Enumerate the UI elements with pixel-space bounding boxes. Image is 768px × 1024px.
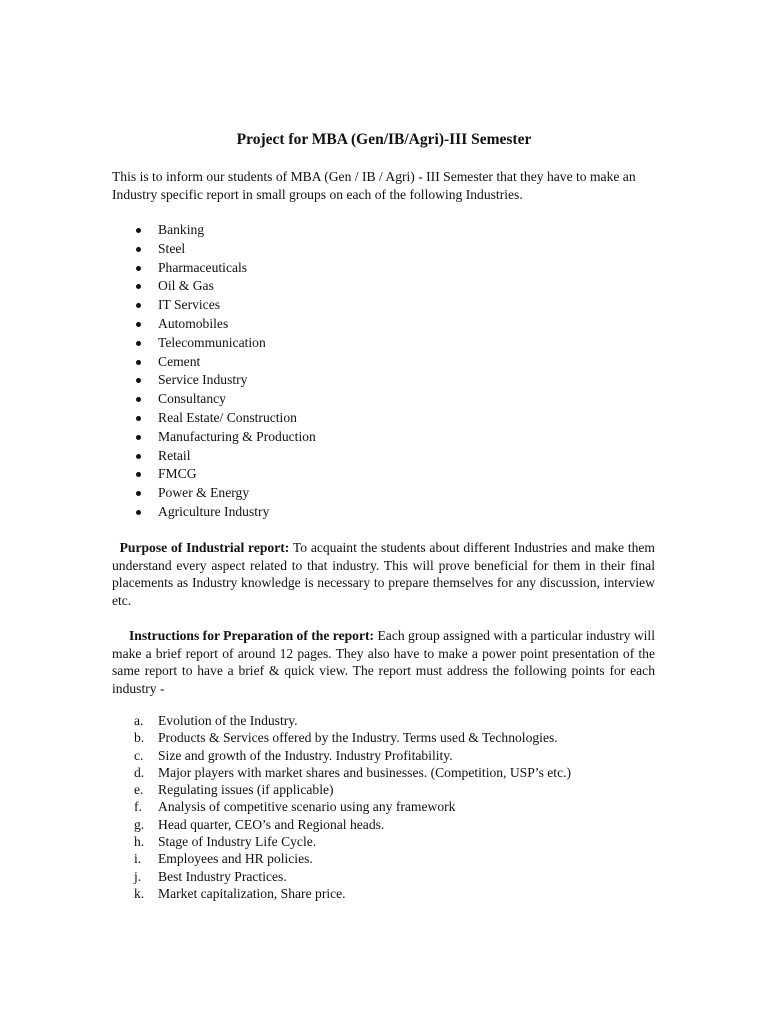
list-marker: j. (134, 868, 142, 884)
list-marker: c. (134, 747, 144, 763)
industry-label: Banking (158, 222, 205, 237)
bullet-icon (136, 491, 141, 496)
list-item (112, 447, 660, 466)
point-text: Evolution of the Industry. (158, 713, 298, 728)
list-item (112, 409, 660, 428)
list-item (112, 371, 660, 390)
bullet-icon (136, 266, 141, 271)
list-item (112, 334, 660, 353)
list-item (112, 240, 660, 259)
industry-label: Automobiles (158, 315, 229, 331)
industry-label: Steel (158, 240, 186, 256)
industry-label: Oil & Gas (158, 278, 214, 294)
bullet-icon (136, 303, 141, 308)
purpose-text: To acquaint the students about different Industries and make them understand every aspect related to that industry. This will prove beneficial for them in their final placements as Industry knowledge is necessary to prepare themselves for any discussion, interview etc. (112, 540, 655, 609)
list-item (112, 868, 660, 885)
industry-label: Power & Energy (158, 485, 250, 501)
bullet-icon (136, 510, 141, 515)
list-marker: a. (134, 713, 144, 728)
list-marker: f. (134, 799, 142, 815)
bullet-icon (136, 435, 141, 440)
list-item (112, 259, 660, 278)
bullet-icon (136, 378, 141, 383)
industry-label: FMCG (158, 466, 197, 482)
list-item (112, 747, 660, 764)
industry-list (112, 221, 660, 522)
list-marker: b. (134, 730, 145, 746)
list-item (112, 353, 660, 372)
bullet-icon (136, 322, 141, 327)
point-text: Regulating issues (if applicable) (158, 782, 334, 798)
instructions-text: Each group assigned with a particular industry will make a brief report of around 12 pages. They also have to make a power point presentation of the same report to have a brief & quick view. The report must address the following points for each industry - (112, 628, 655, 697)
point-text: Analysis of competitive scenario using any framework (158, 799, 456, 815)
list-marker: e. (134, 782, 144, 798)
list-item (112, 428, 660, 447)
industry-label: Retail (158, 447, 191, 463)
industry-label: IT Services (158, 297, 221, 313)
bullet-icon (136, 247, 141, 252)
industry-label: Pharmaceuticals (158, 259, 248, 275)
point-text: Employees and HR policies. (158, 851, 313, 867)
point-text: Size and growth of the Industry. Industry Profitability. (158, 747, 453, 763)
bullet-icon (136, 360, 141, 365)
list-marker: g. (134, 816, 145, 832)
list-item (112, 850, 660, 867)
list-item (112, 221, 660, 240)
bullet-icon (136, 228, 141, 233)
list-item (112, 885, 660, 902)
industry-label: Real Estate/ Construction (158, 409, 297, 425)
bullet-icon (136, 454, 141, 459)
purpose-paragraph (112, 539, 655, 610)
industry-label: Consultancy (158, 391, 226, 407)
instructions-heading: Instructions for Preparation of the report: (129, 628, 375, 643)
list-item (112, 798, 660, 815)
point-text: Head quarter, CEO’s and Regional heads. (158, 816, 385, 832)
list-marker: d. (134, 764, 145, 780)
list-item (112, 277, 660, 296)
list-item (112, 315, 660, 334)
industry-label: Telecommunication (158, 334, 266, 350)
purpose-heading: Purpose of Industrial report: (119, 540, 290, 555)
industry-label: Cement (158, 353, 201, 369)
list-item (112, 484, 660, 503)
point-text: Market capitalization, Share price. (158, 885, 346, 901)
list-item (112, 712, 660, 729)
list-item (112, 390, 660, 409)
industry-label: Manufacturing & Production (158, 428, 316, 444)
document-title: Project for MBA (Gen/IB/Agri)-III Semester (236, 131, 532, 148)
list-item (112, 465, 660, 484)
instructions-paragraph (112, 627, 655, 698)
bullet-icon (136, 416, 141, 421)
bullet-icon (136, 397, 141, 402)
list-item (112, 729, 660, 746)
list-item (112, 781, 660, 798)
list-marker: i. (134, 851, 142, 867)
list-item (112, 816, 660, 833)
report-points-list (112, 712, 660, 902)
point-text: Products & Services offered by the Industry. Terms used & Technologies. (158, 730, 558, 746)
list-item (112, 296, 660, 315)
point-text: Stage of Industry Life Cycle. (158, 834, 317, 850)
bullet-icon (136, 341, 141, 346)
list-item (112, 503, 660, 522)
list-marker: k. (134, 885, 145, 901)
point-text: Major players with market shares and businesses. (Competition, USP’s etc.) (158, 764, 572, 780)
list-item (112, 764, 660, 781)
industry-label: Service Industry (158, 372, 248, 388)
intro-paragraph: This is to inform our students of MBA (Gen / IB / Agri) - III Semester that they have to make an Industry specific report in small groups on each of the following Industries. (112, 169, 636, 202)
bullet-icon (136, 472, 141, 477)
bullet-icon (136, 284, 141, 289)
list-item (112, 833, 660, 850)
industry-label: Agriculture Industry (158, 503, 270, 519)
list-marker: h. (134, 834, 145, 850)
point-text: Best Industry Practices. (158, 868, 287, 884)
